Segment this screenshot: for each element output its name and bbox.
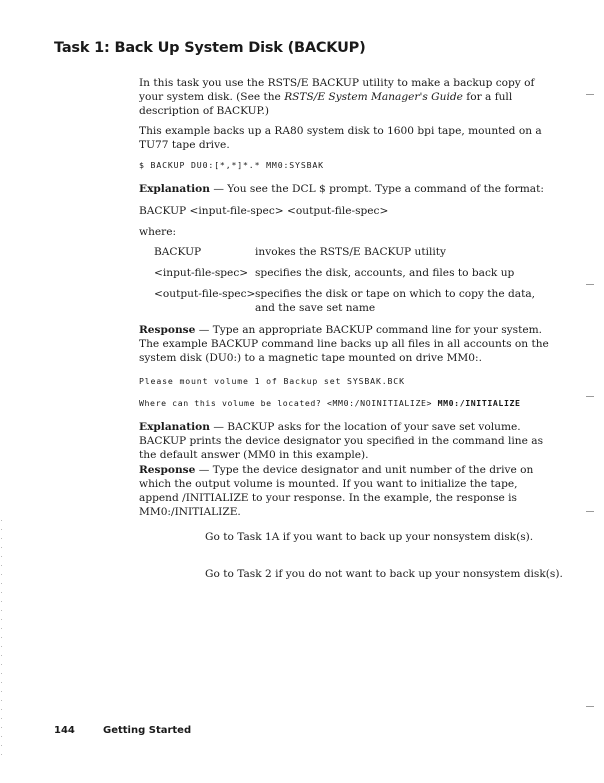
- response-1-text: — Type an appropriate BACKUP command line for your system. The example BACKUP command line backs up all files in all accounts on the system disk (DU0:) to a magnetic tape mounted on drive MM0:.: [139, 324, 549, 364]
- margin-tick: [586, 511, 594, 512]
- explanation-2-text: — BACKUP asks for the location of your save set volume. BACKUP prints the device designator you specified in the command line as the default answer (MM0 in this example).: [139, 421, 544, 461]
- response-2-text: — Type the device designator and unit number of the drive on which the output volume is mounted. If you want to initialize the tape, append /INITIALIZE to your response. In the example, the response is MM0:/INITIALIZE.: [139, 464, 534, 518]
- example-paragraph: This example backs up a RA80 system disk to 1600 bpi tape, mounted on a TU77 tape drive.: [139, 125, 542, 151]
- explanation-1: [139, 182, 549, 196]
- intro-text-after: for a full description of BACKUP.): [139, 91, 513, 117]
- definition-description: specifies the disk or tape on which to copy the data, and the save set name: [255, 288, 536, 314]
- explanation-2: [139, 420, 549, 462]
- response-1-label: Response: [139, 324, 196, 336]
- response-2-label: Response: [139, 464, 196, 476]
- location-question: Where can this volume be located? <MM0:/NOINITIALIZE>: [139, 398, 438, 408]
- margin-tick: [586, 396, 594, 397]
- where-label: where:: [139, 226, 177, 238]
- command-line: $ BACKUP DU0:[*,*]*.* MM0:SYSBAK: [139, 160, 324, 170]
- definition-term: BACKUP: [154, 246, 202, 258]
- footer-section-title: Getting Started: [103, 725, 192, 736]
- page-heading: Task 1: Back Up System Disk (BACKUP): [54, 40, 366, 56]
- intro-text-before: In this task you use the RSTS/E BACKUP utility to make a backup copy of your system disk. (See the: [139, 77, 535, 103]
- left-edge-scan-marks: [1, 520, 2, 760]
- explanation-1-text: — You see the DCL $ prompt. Type a command of the format:: [209, 183, 544, 195]
- format-line: BACKUP <input-file-spec> <output-file-spec>: [139, 205, 389, 217]
- response-1: [139, 323, 549, 365]
- definition-term: <output-file-spec>: [154, 288, 256, 300]
- location-prompt: [139, 398, 549, 408]
- location-answer: MM0:/INITIALIZE: [437, 398, 521, 408]
- definition-description: invokes the RSTS/E BACKUP utility: [255, 246, 446, 258]
- goto-task-1a: Go to Task 1A if you want to back up your nonsystem disk(s).: [205, 531, 534, 543]
- explanation-2-label: Explanation: [139, 421, 210, 433]
- manual-title: RSTS/E System Manager's Guide: [284, 91, 463, 103]
- margin-tick: [586, 706, 594, 707]
- definition-term: <input-file-spec>: [154, 267, 249, 279]
- footer-page-number: 144: [54, 725, 75, 736]
- intro-paragraph: [139, 76, 549, 118]
- explanation-1-label: Explanation: [139, 183, 210, 195]
- definition-description: specifies the disk, accounts, and files to back up: [255, 267, 515, 279]
- margin-tick: [586, 94, 594, 95]
- goto-task-2: Go to Task 2 if you do not want to back up your nonsystem disk(s).: [205, 568, 563, 580]
- mount-prompt: Please mount volume 1 of Backup set SYSBAK.BCK: [139, 376, 405, 386]
- margin-tick: [586, 284, 594, 285]
- response-2: [139, 463, 549, 519]
